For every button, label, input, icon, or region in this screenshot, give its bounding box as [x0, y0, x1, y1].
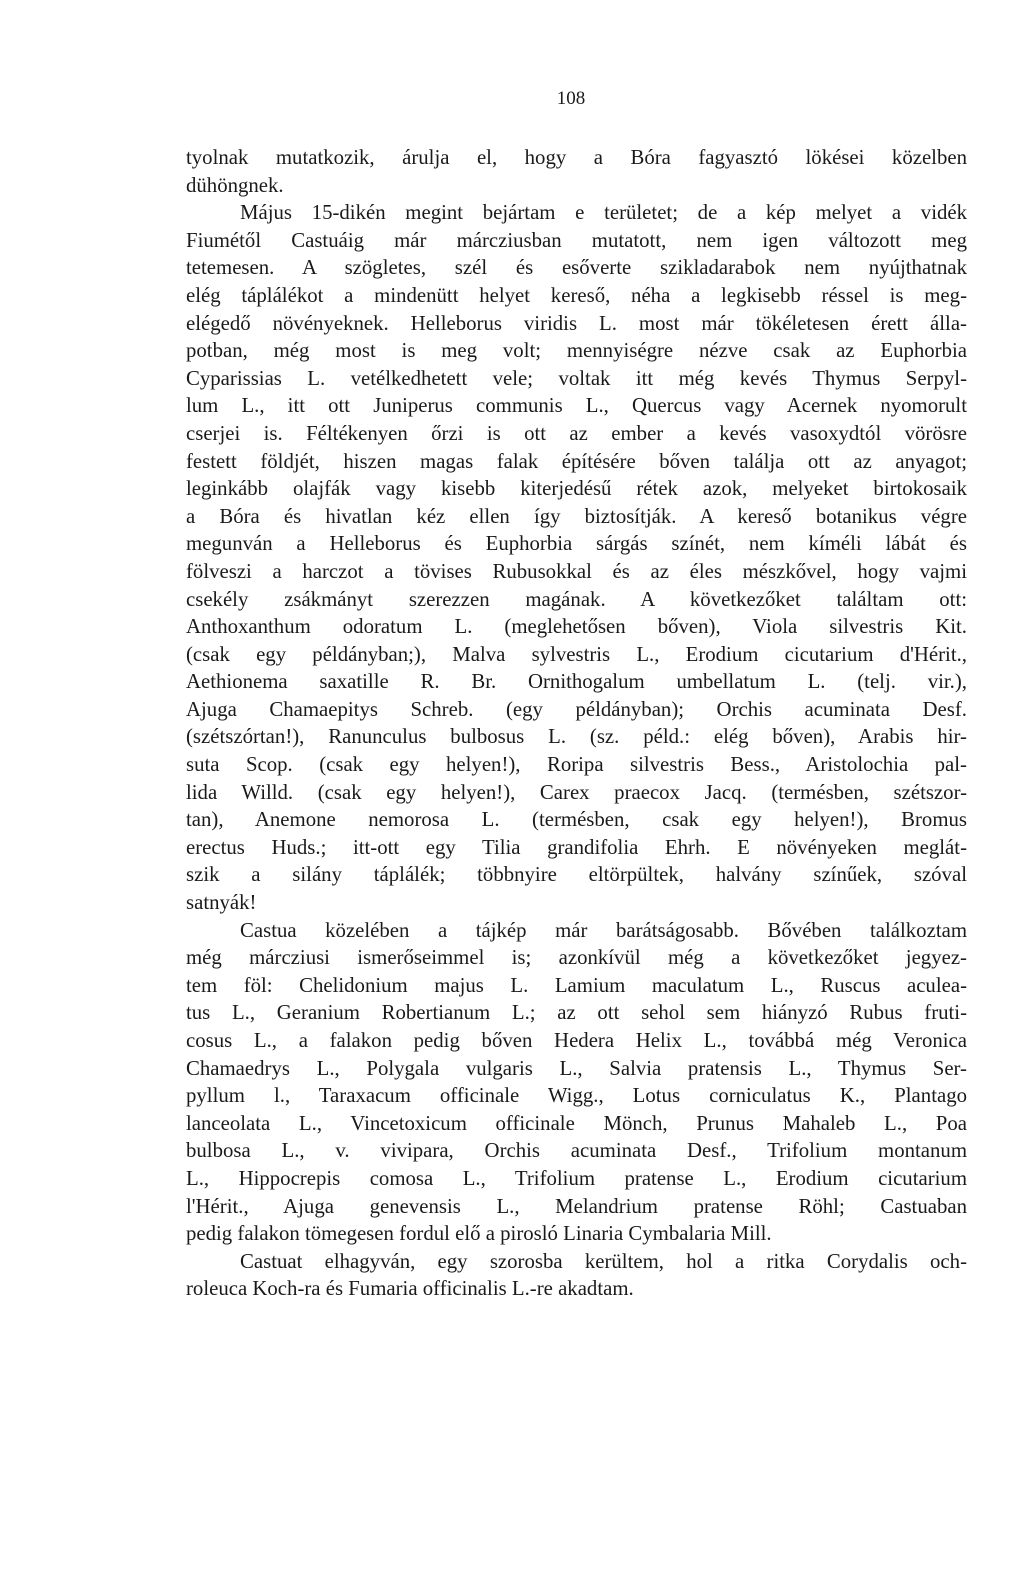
text-line: szik a silány táplálék; többnyire eltörpültek, halvány színűek, szóval	[186, 863, 967, 887]
text-line: cosus L., a falakon pedig bőven Hedera Helix L., továbbá még Veronica	[186, 1029, 967, 1052]
text-line: Fiumétől Castuáig már márcziusban mutatott, nem igen változott meg	[186, 228, 967, 252]
text-line: suta Scop. (csak egy helyen!), Roripa silvestris Bess., Aristolochia pal-	[186, 753, 967, 777]
text-line: tyolnak mutatkozik, árulja el, hogy a Bóra fagyasztó lökései közelben	[186, 146, 967, 169]
text-line: pyllum l., Taraxacum officinale Wigg., Lotus corniculatus K., Plantago	[186, 1084, 967, 1108]
text-line: roleuca Koch-ra és Fumaria officinalis L.-re akadtam.	[186, 1277, 634, 1301]
text-line: potban, még most is meg volt; mennyiségre nézve csak az Euphorbia	[186, 339, 967, 363]
text-line: megunván a Helleborus és Euphorbia sárgás színét, nem kíméli lábát és	[186, 532, 967, 556]
text-line: l'Hérit., Ajuga genevensis L., Melandrium pratense Röhl; Castuaban	[186, 1194, 967, 1218]
text-line: Aethionema saxatille R. Br. Ornithogalum umbellatum L. (telj. vir.),	[186, 670, 967, 694]
text-line: bulbosa L., v. vivipara, Orchis acuminata Desf., Trifolium montanum	[186, 1139, 967, 1163]
text-line: Anthoxanthum odoratum L. (meglehetősen bőven), Viola silvestris Kit.	[186, 615, 967, 639]
text-line: Ajuga Chamaepitys Schreb. (egy példányban); Orchis acuminata Desf.	[186, 697, 967, 721]
text-line: Castuat elhagyván, egy szorosba kerültem, hol a ritka Corydalis och-	[240, 1249, 967, 1273]
text-line: (szétszórtan!), Ranunculus bulbosus L. (sz. péld.: elég bőven), Arabis hir-	[186, 725, 967, 749]
text-line: csekély zsákmányt szerezzen magának. A következőket találtam ott:	[186, 587, 967, 611]
text-line: Május 15-dikén megint bejártam e területet; de a kép melyet a vidék	[240, 201, 967, 225]
text-line: elégedő növényeknek. Helleborus viridis L. most már tökéletesen érett álla-	[186, 311, 967, 335]
text-line: fölveszi a harczot a tövises Rubusokkal és az éles mészkővel, hogy vajmi	[186, 559, 967, 583]
text-line: tem föl: Chelidonium majus L. Lamium maculatum L., Ruscus aculea-	[186, 973, 967, 997]
text-line: satnyák!	[186, 891, 257, 915]
text-line: lum L., itt ott Juniperus communis L., Quercus vagy Acernek nyomorult	[186, 394, 967, 418]
body-text	[186, 144, 967, 1303]
page-number: 108	[556, 88, 586, 109]
text-line: a Bóra és hivatlan kéz ellen így biztosítják. A kereső botanikus végre	[186, 504, 967, 528]
text-line: tus L., Geranium Robertianum L.; az ott sehol sem hiányzó Rubus fruti-	[186, 1001, 967, 1025]
text-line: még márcziusi ismerőseimmel is; azonkívül még a következőket jegyez-	[186, 946, 967, 970]
text-line: (csak egy példányban;), Malva sylvestris L., Erodium cicutarium d'Hérit.,	[186, 642, 967, 666]
text-line: cserjei is. Féltékenyen őrzi is ott az ember a kevés vasoxydtól vörösre	[186, 421, 967, 445]
text-line: L., Hippocrepis comosa L., Trifolium pratense L., Erodium cicutarium	[186, 1166, 967, 1190]
text-line: tan), Anemone nemorosa L. (termésben, csak egy helyen!), Bromus	[186, 808, 967, 832]
text-lines	[186, 144, 967, 1303]
text-line: Cyparissias L. vetélkedhetett vele; voltak itt még kevés Thymus Serpyl-	[186, 366, 967, 390]
text-line: erectus Huds.; itt-ott egy Tilia grandifolia Ehrh. E növényeken meglát-	[186, 835, 967, 859]
text-line: leginkább olajfák vagy kisebb kiterjedésű rétek azok, melyeket birtokosaik	[186, 477, 967, 501]
text-line: dühöngnek.	[186, 173, 284, 197]
text-line: Chamaedrys L., Polygala vulgaris L., Salvia pratensis L., Thymus Ser-	[186, 1056, 967, 1080]
text-line: lanceolata L., Vincetoxicum officinale Mönch, Prunus Mahaleb L., Poa	[186, 1111, 967, 1135]
text-line: pedig falakon tömegesen fordul elő a pirosló Linaria Cymbalaria Mill.	[186, 1222, 772, 1246]
text-line: Castua közelében a tájkép már barátságosabb. Bővében találkoztam	[240, 918, 967, 942]
text-line: lida Willd. (csak egy helyen!), Carex praecox Jacq. (termésben, szétszor-	[186, 780, 967, 804]
text-line: tetemesen. A szögletes, szél és esőverte szikladarabok nem nyújthatnak	[186, 256, 967, 280]
text-line: festett földjét, hiszen magas falak építésére bőven találja ott az anyagot;	[186, 449, 967, 473]
text-line: elég táplálékot a mindenütt helyet kereső, néha a legkisebb réssel is meg-	[186, 283, 967, 307]
